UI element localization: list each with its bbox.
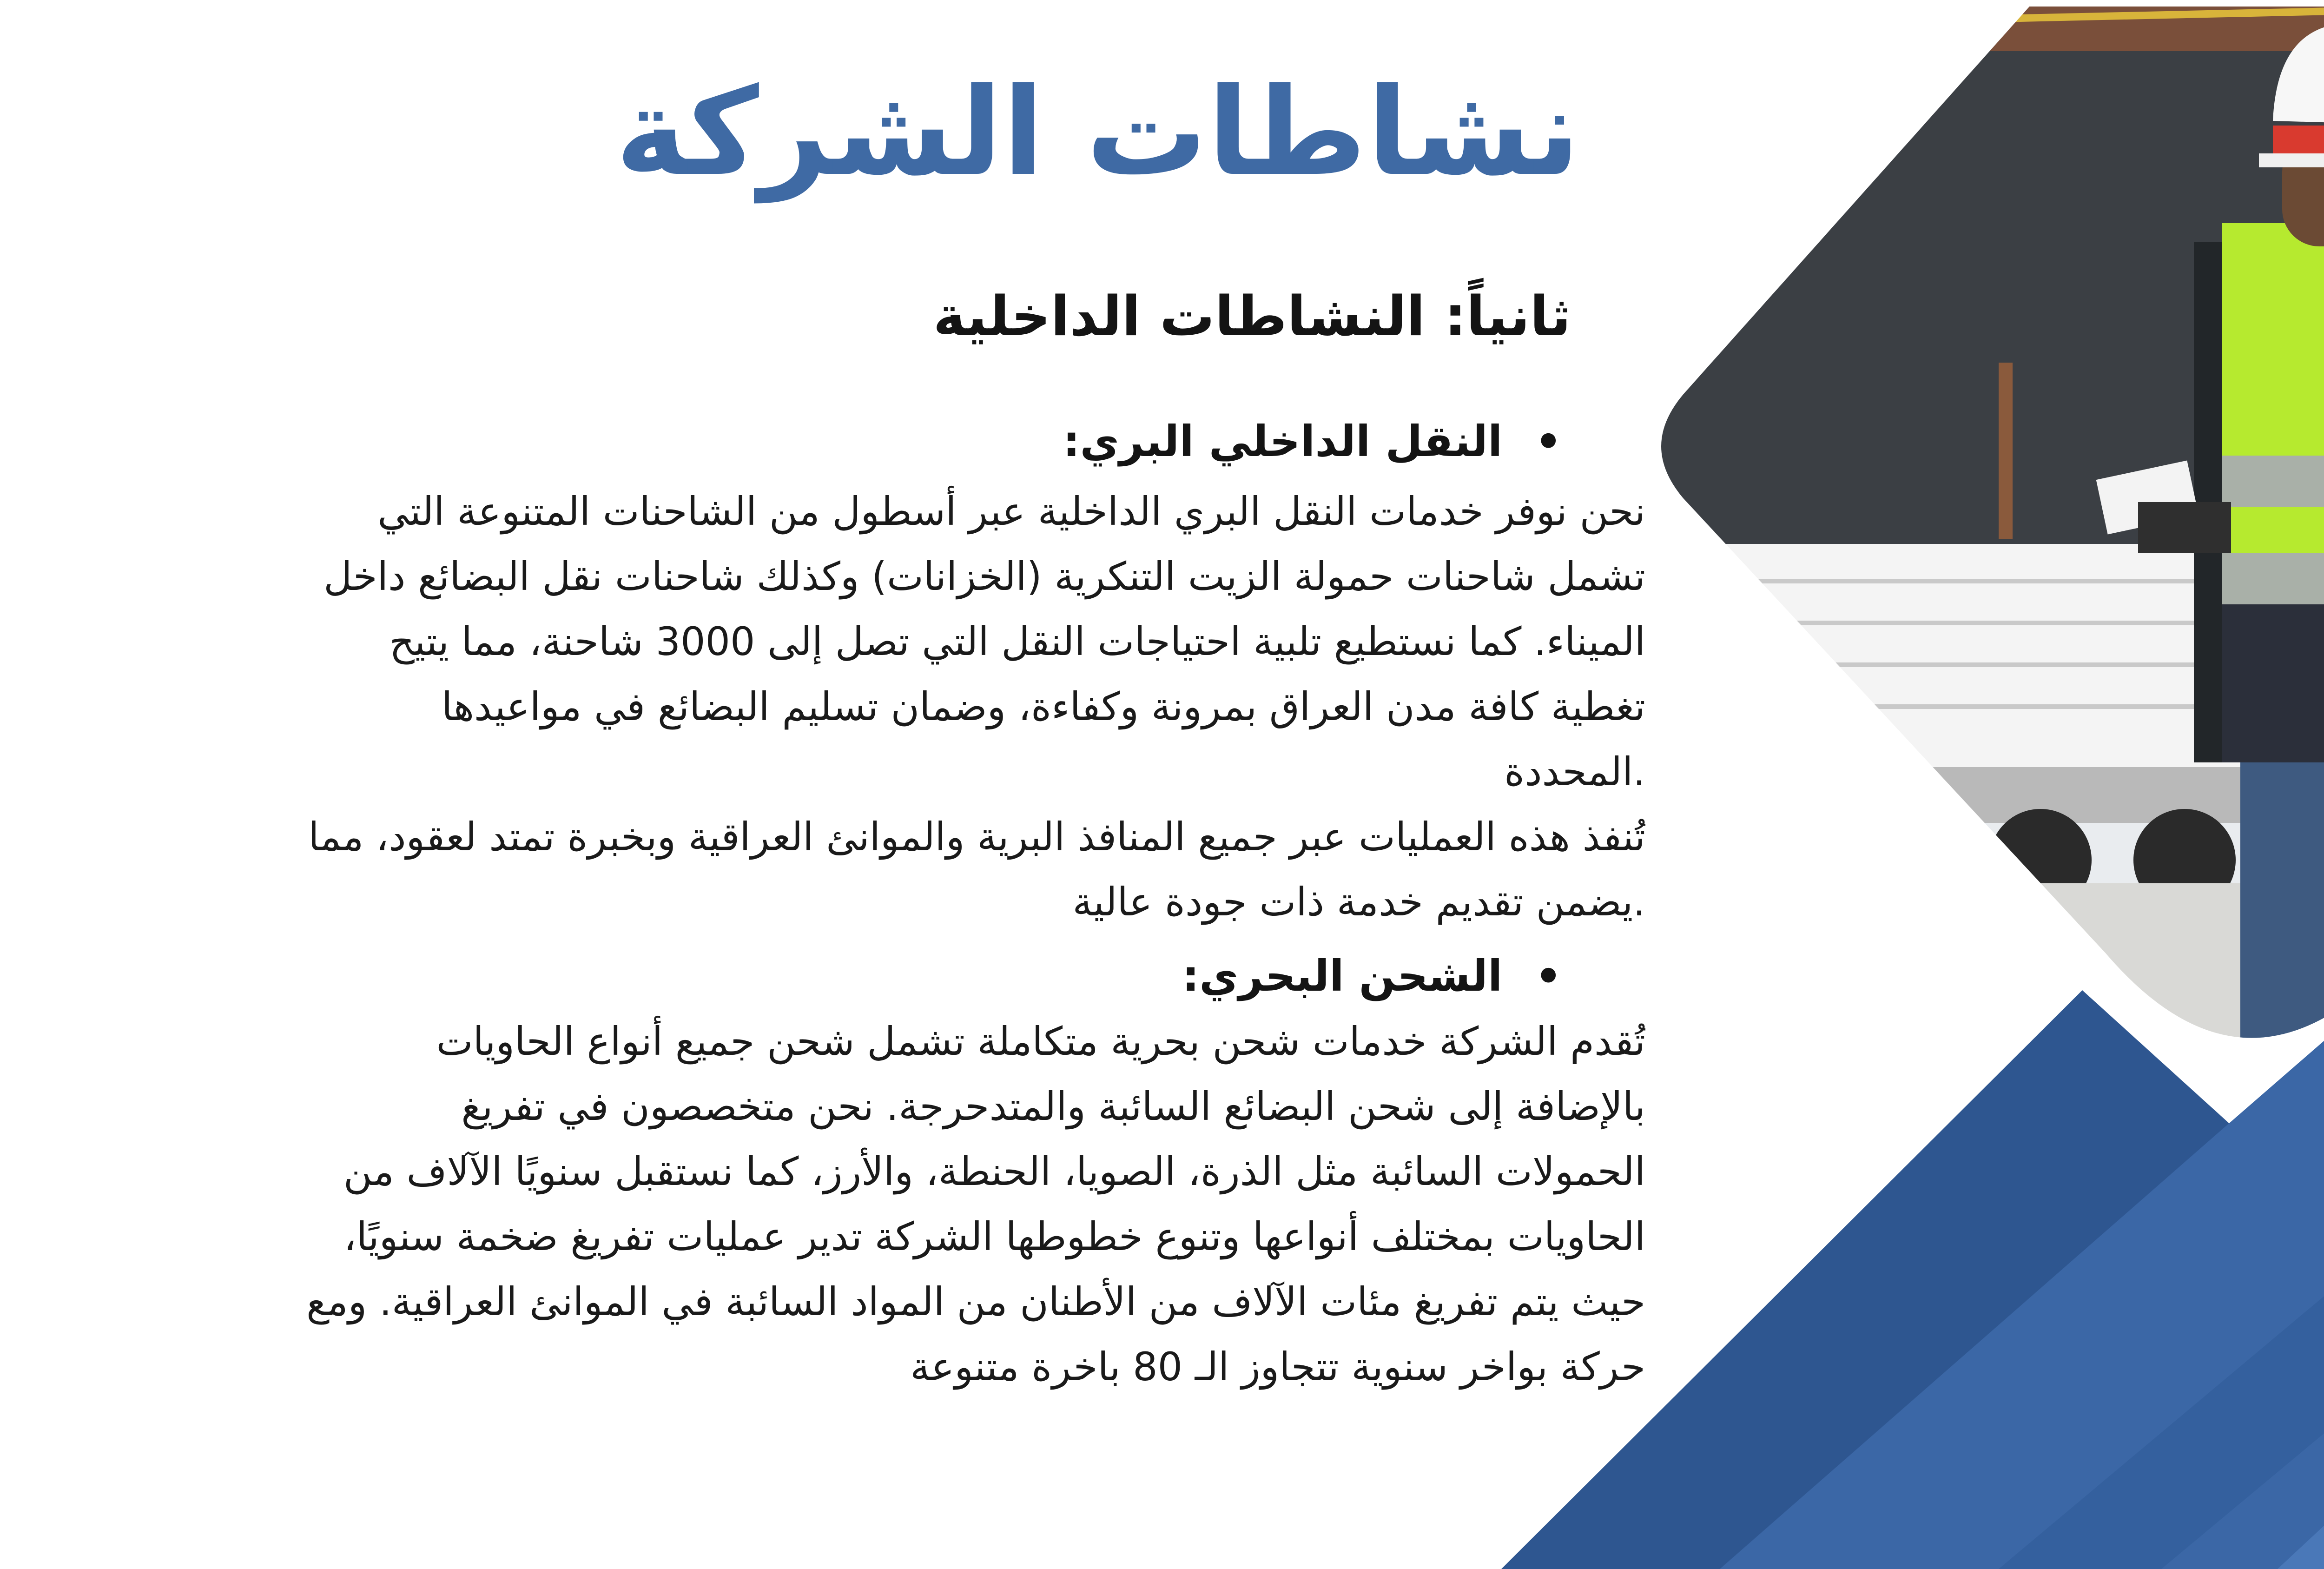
section-heading-sea-shipping: • الشحن البحري:: [957, 944, 1562, 1009]
section-heading-land-transport: • النقل الداخلي البري:: [957, 409, 1562, 474]
paragraph-line: حيث يتم تفريغ مئات الآلاف من الأطنان من المواد السائبة في الموانئ العراقية. ومع: [306, 1279, 1645, 1324]
slide-title: نشاطات الشركة: [615, 62, 1580, 203]
paragraph-line: تُنفذ هذه العمليات عبر جميع المنافذ البرية والموانئ العراقية وبخبرة تمتد لعقود، مما: [308, 814, 1645, 860]
paragraph-line: الميناء. كما نستطيع تلبية احتياجات النقل التي تصل إلى 3000 شاحنة، مما يتيح: [389, 619, 1645, 664]
paragraph-line: تُقدم الشركة خدمات شحن بحرية متكاملة تشمل شحن جميع أنواع الحاويات: [436, 1019, 1645, 1064]
paragraph-line: .المحددة: [1504, 749, 1645, 794]
paragraph-line: الحمولات السائبة مثل الذرة، الصويا، الحنطة، والأرز، كما نستقبل سنويًا الآلاف من: [343, 1149, 1645, 1194]
paragraph-line: بالإضافة إلى شحن البضائع السائبة والمتدحرجة. نحن متخصصون في تفريغ: [461, 1084, 1645, 1129]
paragraph-line: نحن نوفر خدمات النقل البري الداخلية عبر أسطول من الشاحنات المتنوعة التي: [377, 489, 1645, 534]
paragraph-line: الحاويات بمختلف أنواعها وتنوع خطوطها الشركة تدير عمليات تفريغ ضخمة سنويًا،: [343, 1214, 1645, 1259]
paragraph-line: حركة بواخر سنوية تتجاوز الـ 80 باخرة متنوعة: [910, 1344, 1645, 1390]
paragraph-line: .يضمن تقديم خدمة ذات جودة عالية: [1072, 879, 1645, 925]
paragraph-line: تشمل شاحنات حمولة الزيت التنكرية (الخزانات) وكذلك شاحنات نقل البضائع داخل: [324, 554, 1645, 599]
paragraph-line: تغطية كافة مدن العراق بمرونة وكفاءة، وضمان تسليم البضائع في مواعيدها: [442, 684, 1645, 729]
section-body-sea-shipping: [70, 1009, 1645, 1399]
section-body-land-transport: [70, 479, 1645, 934]
slide-subtitle: ثانياً: النشاطات الداخلية: [933, 284, 1571, 348]
